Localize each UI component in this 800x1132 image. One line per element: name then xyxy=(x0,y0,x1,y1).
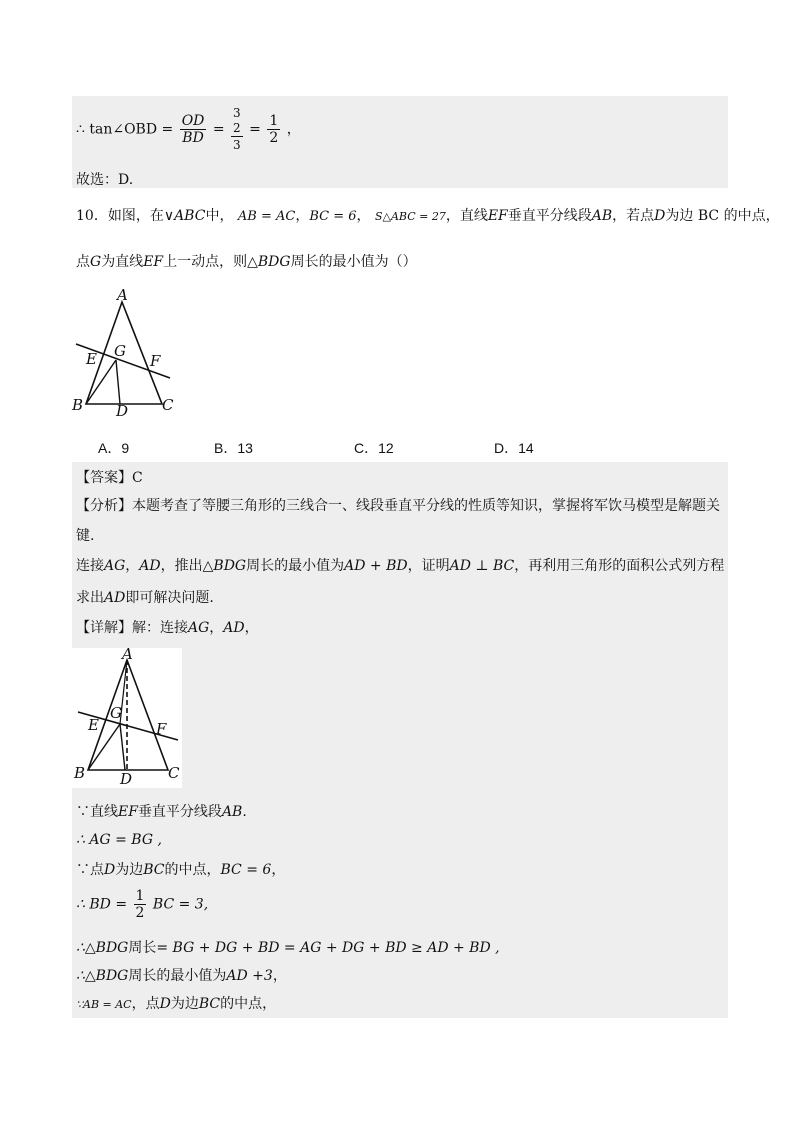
label-d-2: D xyxy=(120,770,133,786)
analysis-line4: 求出AD即可解决问题. xyxy=(76,590,214,606)
proof-line5: ∴△BDG周长= BG + DG + BD = AG + DG + BD ≥ AD + BD , xyxy=(76,940,500,956)
label-c: C xyxy=(162,396,174,414)
analysis-line2: 键. xyxy=(76,528,95,544)
label-b: B xyxy=(72,396,84,414)
proof-line4: ∴ BD = $\frac{1}{2}$ BC = 3, xyxy=(76,888,209,921)
label-a-2: A xyxy=(122,646,133,663)
frac-1-2: $\frac{1}{2}$ xyxy=(269,113,279,146)
option-a[interactable]: A．9 xyxy=(98,440,130,456)
detail-head: 【详解】解：连接AG，AD， xyxy=(76,620,259,636)
segment-gd xyxy=(116,360,120,404)
proof-line6: ∴△BDG周长的最小值为AD +3， xyxy=(76,968,287,984)
triangle-figure-solution xyxy=(72,646,184,786)
analysis-line3: 连接AG，AD，推出△BDG周长的最小值为AD + BD，证明AD ⊥ BC，再利用三角形的面积公式列方程 xyxy=(76,558,725,574)
prev-choice: 故选：D. xyxy=(76,172,134,188)
q10-line1: 10．如图，在∨ABC中， AB = AC，BC = 6， S△ABC = 27，直线EF垂直平分线段AB，若点D为边 BC 的中点， xyxy=(76,208,780,224)
label-a: A xyxy=(117,286,128,304)
label-e-2: E xyxy=(88,716,99,734)
label-g: G xyxy=(114,342,126,360)
label-c-2: C xyxy=(168,764,180,782)
tan-prefix: ∴ tan∠OBD = xyxy=(76,121,174,138)
proof-line2: ∴ AG = BG , xyxy=(76,832,162,848)
frac-od-bd: $\frac{OD}{BD}$ xyxy=(181,113,205,146)
q10-line2: 点G为直线EF上一动点，则△BDG周长的最小值为（） xyxy=(76,254,417,270)
segment-gd-2 xyxy=(120,724,125,770)
label-b-2: B xyxy=(74,764,86,782)
option-d[interactable]: D．14 xyxy=(494,440,534,456)
label-d: D xyxy=(116,402,129,416)
proof-line3: ∵点D为边BC的中点，BC = 6， xyxy=(76,862,286,878)
option-c[interactable]: C．12 xyxy=(354,440,394,456)
label-f: F xyxy=(150,352,161,370)
frac-one-half: $\frac{1}{2}$ xyxy=(135,888,145,921)
frac-3-over-2-over-3: 3 2 3 xyxy=(233,106,241,152)
answer: 【答案】C xyxy=(76,470,143,486)
option-b[interactable]: B．13 xyxy=(214,440,253,456)
tan-equation: ∴ tan∠OBD = $\frac{OD}{BD}$ = 3 2 3 = $\frac{1}{2}$ ， xyxy=(76,106,301,152)
label-g-2: G xyxy=(110,704,122,722)
label-f-2: F xyxy=(156,720,167,738)
proof-line1: ∵直线EF垂直平分线段AB. xyxy=(76,804,247,820)
label-e: E xyxy=(86,350,97,368)
triangle-figure-question xyxy=(70,286,190,416)
proof-line7: ∵AB = AC，点D为边BC的中点， xyxy=(76,996,277,1012)
analysis-line1: 【分析】本题考查了等腰三角形的三线合一、线段垂直平分线的性质等知识，掌握将军饮马模型是解题关 xyxy=(76,498,720,514)
